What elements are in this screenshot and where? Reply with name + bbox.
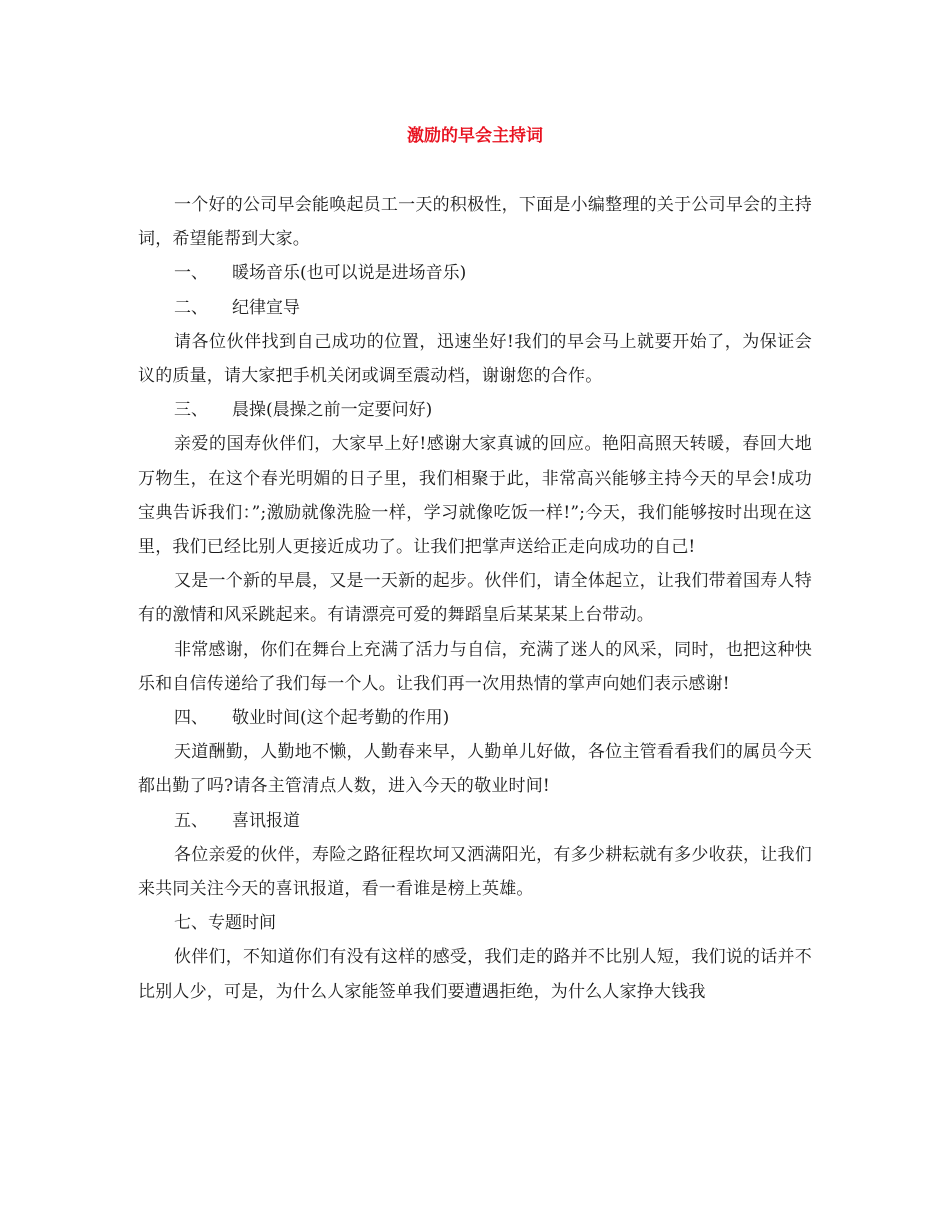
section-heading-text: 专题时间 xyxy=(208,913,276,934)
paragraph: 非常感谢，你们在舞台上充满了活力与自信，充满了迷人的风采，同时，也把这种快乐和自信传递给了我们每一个人。让我们再一次用热情的掌声向她们表示感谢! xyxy=(138,639,812,694)
paragraph: 请各位伙伴找到自己成功的位置，迅速坐好!我们的早会马上就要开始了，为保证会议的质量，请大家把手机关闭或调至震动档，谢谢您的合作。 xyxy=(138,331,812,387)
section-heading-text: 晨操(晨操之前一定要问好) xyxy=(232,400,433,421)
section-heading-text: 纪律宣导 xyxy=(232,297,300,318)
paragraph: 天道酬勤，人勤地不懒，人勤春来早，人勤单儿好做，各位主管看看我们的属员今天都出勤了吗?请各主管清点人数，进入今天的敬业时间! xyxy=(138,742,812,797)
paragraph: 亲爱的国寿伙伴们，大家早上好!感谢大家真诚的回应。艳阳高照天转暖，春回大地万物生，在这个春光明媚的日子里，我们相聚于此，非常高兴能够主持今天的早会!成功宝典告诉我们：”;激励就像洗脸一样，学习就像吃饭一样!”;今天，我们能够按时出现在这里，我们已经比别人更接近成功了。让我们把掌声送给正走向成功的自己! xyxy=(138,434,812,558)
section-heading xyxy=(138,291,812,325)
paragraph: 伙伴们，不知道你们有没有这样的感受，我们走的路并不比别人短，我们说的话并不比别人少，可是，为什么人家能签单我们要遭遇拒绝，为什么人家挣大钱我 xyxy=(138,947,812,1002)
section-heading xyxy=(138,906,812,940)
section-heading-text: 敬业时间(这个起考勤的作用) xyxy=(232,708,450,729)
section-heading xyxy=(138,701,812,735)
section-heading xyxy=(138,256,812,290)
section-number: 一、 xyxy=(174,263,208,284)
section-heading xyxy=(138,393,812,427)
document-body xyxy=(138,188,812,1009)
section-number: 三、 xyxy=(174,400,208,421)
section-number: 五、 xyxy=(174,810,208,831)
section-number: 七、 xyxy=(174,913,208,934)
section-number: 四、 xyxy=(174,708,208,729)
section-number: 二、 xyxy=(174,297,208,318)
section-heading-text: 喜讯报道 xyxy=(232,810,300,831)
section-heading xyxy=(138,804,812,838)
paragraph: 又是一个新的早晨，又是一天新的起步。伙伴们，请全体起立，让我们带着国寿人特有的激情和风采跳起来。有请漂亮可爱的舞蹈皇后某某某上台带动。 xyxy=(138,571,812,626)
document-title: 激励的早会主持词 xyxy=(407,126,543,146)
paragraph: 各位亲爱的伙伴，寿险之路征程坎坷又洒满阳光，有多少耕耘就有多少收获，让我们来共同关注今天的喜讯报道，看一看谁是榜上英雄。 xyxy=(138,844,812,900)
paragraph: 一个好的公司早会能唤起员工一天的积极性，下面是小编整理的关于公司早会的主持词，希望能帮到大家。 xyxy=(138,195,812,250)
section-heading-text: 暖场音乐(也可以说是进场音乐) xyxy=(232,263,467,284)
